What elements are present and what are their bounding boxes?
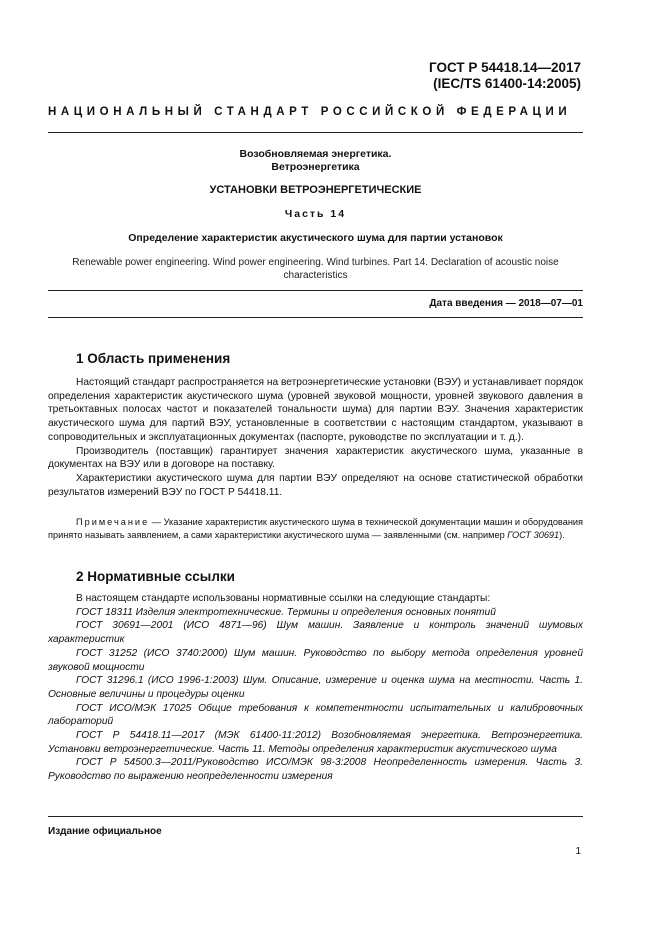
note-reference: ГОСТ 30691 <box>507 529 560 540</box>
section-2-heading: 2 Нормативные ссылки <box>76 569 235 584</box>
title-rule <box>48 290 583 291</box>
section-1-note <box>48 516 583 541</box>
section-1-heading: 1 Область применения <box>76 351 231 366</box>
section-1-paragraph-3: Характеристики акустического шума для партии ВЭУ определяют на основе статистической обработки результатов измерений ВЭУ по ГОСТ Р 54418.11. <box>48 472 583 498</box>
note-label: Примечание <box>76 517 150 527</box>
part-label: Часть 14 <box>284 208 347 220</box>
date-rule <box>48 317 583 318</box>
iec-number: (IEC/TS 61400-14:2005) <box>433 76 581 91</box>
section-1-paragraph-2: Производитель (поставщик) гарантирует значения характеристик акустического шума, указанные в документах на ВЭУ или в договоре на поставку. <box>48 445 583 471</box>
title-line-2: Ветроэнергетика <box>271 161 360 173</box>
section-1-body <box>48 376 583 499</box>
national-standard-banner: НАЦИОНАЛЬНЫЙ СТАНДАРТ РОССИЙСКОЙ ФЕДЕРАЦИИ <box>48 106 572 118</box>
document-designation <box>429 60 581 92</box>
page-number: 1 <box>575 846 581 857</box>
normative-references <box>48 592 583 784</box>
reference-item: ГОСТ 18311 Изделия электротехнические. Термины и определения основных понятий <box>76 606 496 618</box>
reference-item: ГОСТ Р 54500.3—2011/Руководство ИСО/МЭК 98-3:2008 Неопределенность измерения. Часть 3. Руководство по выражению неопределенности измерения <box>48 757 583 783</box>
edition-label: Издание официальное <box>48 826 162 837</box>
references-intro: В настоящем стандарте использованы нормативные ссылки на следующие стандарты: <box>76 593 491 604</box>
english-title-line-2: characteristics <box>283 270 348 281</box>
english-title-line-1: Renewable power engineering. Wind power engineering. Wind turbines. Part 14. Declaration of acoustic noise <box>72 257 559 268</box>
title-line-1: Возобновляемая энергетика. <box>239 148 392 160</box>
reference-item: ГОСТ 30691—2001 (ИСО 4871—96) Шум машин. Заявление и контроль значений шумовых характеристик <box>48 620 583 646</box>
subtitle: Определение характеристик акустического шума для партии установок <box>128 232 503 244</box>
reference-item: ГОСТ ИСО/МЭК 17025 Общие требования к компетентности испытательных и калибровочных лабораторий <box>48 702 583 728</box>
header-rule <box>48 132 583 133</box>
reference-item: ГОСТ 31296.1 (ИСО 1996-1:2003) Шум. Описание, измерение и оценка шума на местности. Часть 1. Основные величины и процедуры оценки <box>48 675 583 700</box>
reference-item: ГОСТ 31252 (ИСО 3740:2000) Шум машин. Руководство по выбору метода определения уровней звуковой мощности <box>48 647 583 673</box>
effective-date: Дата введения — 2018—07—01 <box>429 298 583 309</box>
section-1-paragraph-1: Настоящий стандарт распространяется на ветроэнергетические установки (ВЭУ) и устанавливает порядок определения характеристик акустического шума (уровней звуковой мощности, уровней звукового давления в третьоктавных полосах частот и показателей тональности шума) для партии ВЭУ. Значения характеристик акустического шума для партий ВЭУ, установленные в соответствии с настоящим стандартом, указывают в сопроводительных и эксплуатационных документах (паспорте, руководстве по эксплуатации и т. д.). <box>48 377 583 443</box>
reference-item: ГОСТ Р 54418.11—2017 (МЭК 61400-11:2012) Возобновляемая энергетика. Ветроэнергетика. Установки ветроэнергетические. Часть 11. Методы определения характеристик акустического шума <box>48 730 583 755</box>
note-text: — Указание характеристик акустического шума в технической документации машин и оборудования принято называть заявлением, а сами характеристики акустического шума — заявленными (см. например <box>48 517 583 540</box>
gost-number: ГОСТ Р 54418.14—2017 <box>429 60 581 75</box>
main-title: УСТАНОВКИ ВЕТРОЭНЕРГЕТИЧЕСКИЕ <box>209 184 422 196</box>
note-end: ). <box>559 529 565 540</box>
footer-rule <box>48 816 583 817</box>
